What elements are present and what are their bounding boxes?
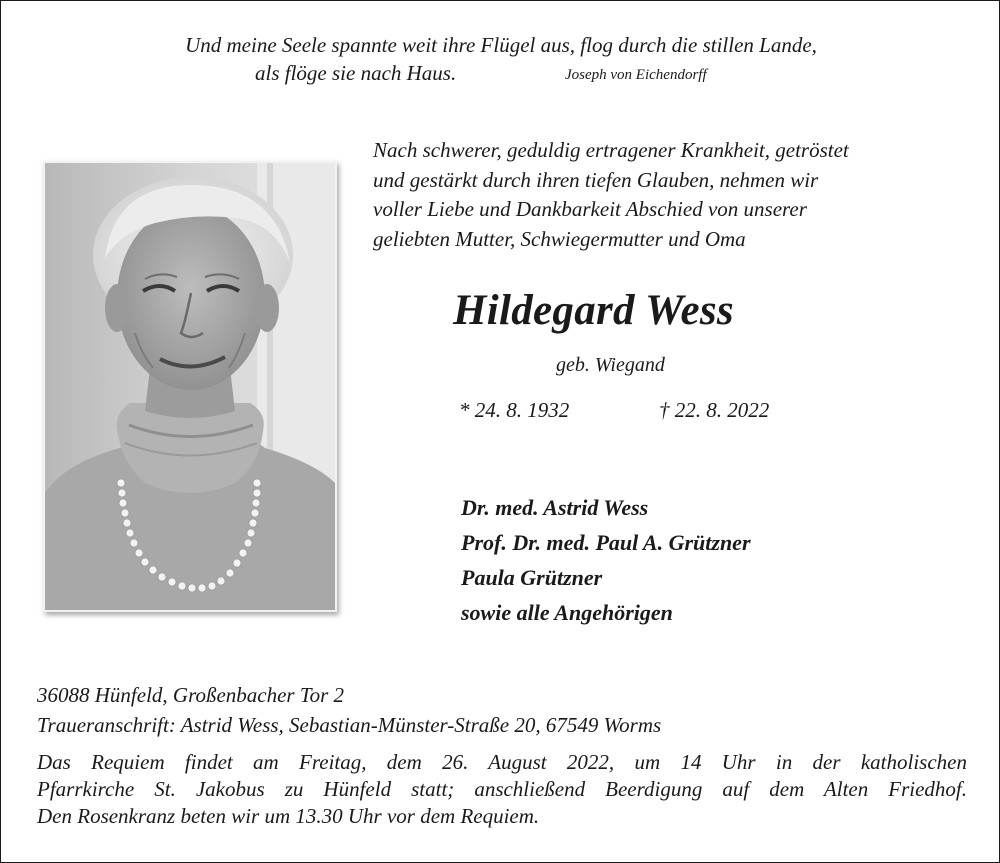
portrait-image — [45, 163, 335, 610]
mourner-name: Paula Grützner — [461, 565, 603, 590]
motto-author: Joseph von Eichendorff — [565, 67, 707, 83]
requiem-line: Das Requiem findet am Freitag, dem 26. August 2022, um 14 Uhr in der katholischen — [37, 750, 967, 774]
intro-line: und gestärkt durch ihren tiefen Glauben, nehmen wir — [373, 167, 819, 192]
home-address: 36088 Hünfeld, Großenbacher Tor 2 — [37, 683, 345, 707]
mourner-name: Dr. med. Astrid Wess — [461, 495, 649, 520]
intro-text — [373, 136, 849, 254]
requiem-line: Den Rosenkranz beten wir um 13.30 Uhr vor dem Requiem. — [37, 804, 540, 828]
portrait-photo — [43, 161, 337, 612]
requiem-notice — [37, 749, 967, 830]
intro-line: geliebten Mutter, Schwiegermutter und Oma — [373, 226, 746, 251]
mourner-name: sowie alle Angehörigen — [461, 600, 673, 625]
intro-line: Nach schwerer, geduldig ertragener Krankheit, getröstet — [373, 138, 849, 162]
mourner-name: Prof. Dr. med. Paul A. Grützner — [461, 530, 751, 555]
motto-line-1: Und meine Seele spannte weit ihre Flügel aus, flog durch die stillen Lande, — [185, 33, 817, 57]
intro-line: voller Liebe und Dankbarkeit Abschied von unserer — [373, 197, 807, 221]
birth-date: * 24. 8. 1932 — [459, 398, 570, 422]
birth-name: geb. Wiegand — [556, 354, 665, 376]
mourning-address: Traueranschrift: Astrid Wess, Sebastian-Münster-Straße 20, 67549 Worms — [37, 712, 662, 737]
deceased-name: Hildegard Wess — [453, 287, 734, 334]
requiem-line: Pfarrkirche St. Jakobus zu Hünfeld statt; anschließend Beerdigung auf dem Alten Friedhof. — [37, 777, 967, 801]
mourners-list — [461, 490, 751, 630]
motto-line-2: als flöge sie nach Haus. — [255, 61, 457, 85]
address-block — [37, 681, 661, 740]
death-date: † 22. 8. 2022 — [659, 398, 770, 422]
